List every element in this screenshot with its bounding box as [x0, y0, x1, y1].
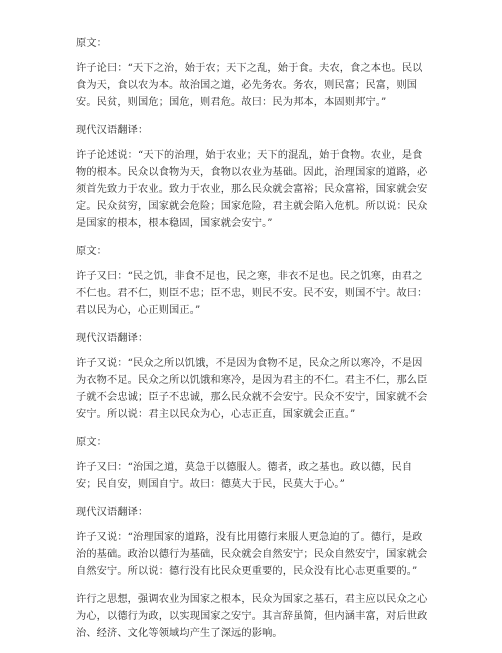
section-heading: 现代汉语翻译：	[76, 507, 149, 518]
section-heading: 原文：	[76, 437, 108, 448]
section-heading: 现代汉语翻译：	[76, 125, 149, 136]
section-heading: 原文：	[76, 246, 108, 257]
section-heading: 原文：	[76, 38, 108, 49]
paragraph: 许子又说：“治理国家的道路，没有比用德行来服人更急迫的了。德行，是政治的基础。政治以德行为基础，民众就会自然安宁；民众自然安宁，国家就会自然安宁。所以说：德行没有比民众更重要的，民众没有比心志更重要的。”	[76, 532, 428, 577]
paragraph: 许子又说：“民众之所以饥饿，不是因为食物不足，民众之所以寒冷，不是因为衣物不足。民众之所以饥饿和寒冷，是因为君主的不仁。君主不仁，那么臣子就不会忠诚；臣子不忠诚，那么民众就不会安宁。民众不安宁，国家就不会安宁。所以说：君主以民众为心，心志正直，国家就会正直。”	[76, 358, 428, 420]
paragraph: 许子又曰：“治国之道，莫急于以德服人。德者，政之基也。政以德，民自安；民自安，则国自宁。故曰：德莫大于民，民莫大于心。”	[76, 462, 413, 490]
paragraph: 许子论述说：“天下的治理，始于农业；天下的混乱，始于食物。农业，是食物的根本。民众以食物为天，食物以农业为基础。因此，治理国家的道路，必须首先致力于农业。致力于农业，那么民众就会富裕；民众富裕，国家就会安定。民众贫穷，国家就会危险；国家危险，君主就会陷入危机。所以说：民众是国家的根本，根本稳固，国家就会安宁。”	[76, 150, 428, 229]
section-heading: 现代汉语翻译：	[76, 333, 149, 344]
paragraph: 许行之思想，强调农业为国家之根本，民众为国家之基石，君主应以民众之心为心，以德行为政，以实现国家之安宁。其言辞虽简，但内涵丰富，对后世政治、经济、文化等领域均产生了深远的影响。	[76, 594, 428, 639]
document-body	[76, 35, 428, 653]
paragraph: 许子论曰：“天下之治，始于农；天下之乱，始于食。夫农，食之本也。民以食为天，食以农为本。故治国之道，必先务农。务农，则民富；民富，则国安。民贫，则国危；国危，则君危。故曰：民为邦本，本固则邦宁。”	[76, 63, 423, 108]
paragraph: 许子又曰：“民之饥，非食不足也，民之寒，非衣不足也。民之饥寒，由君之不仁也。君不仁，则臣不忠；臣不忠，则民不安。民不安，则国不宁。故曰：君以民为心，心正则国正。”	[76, 271, 428, 316]
